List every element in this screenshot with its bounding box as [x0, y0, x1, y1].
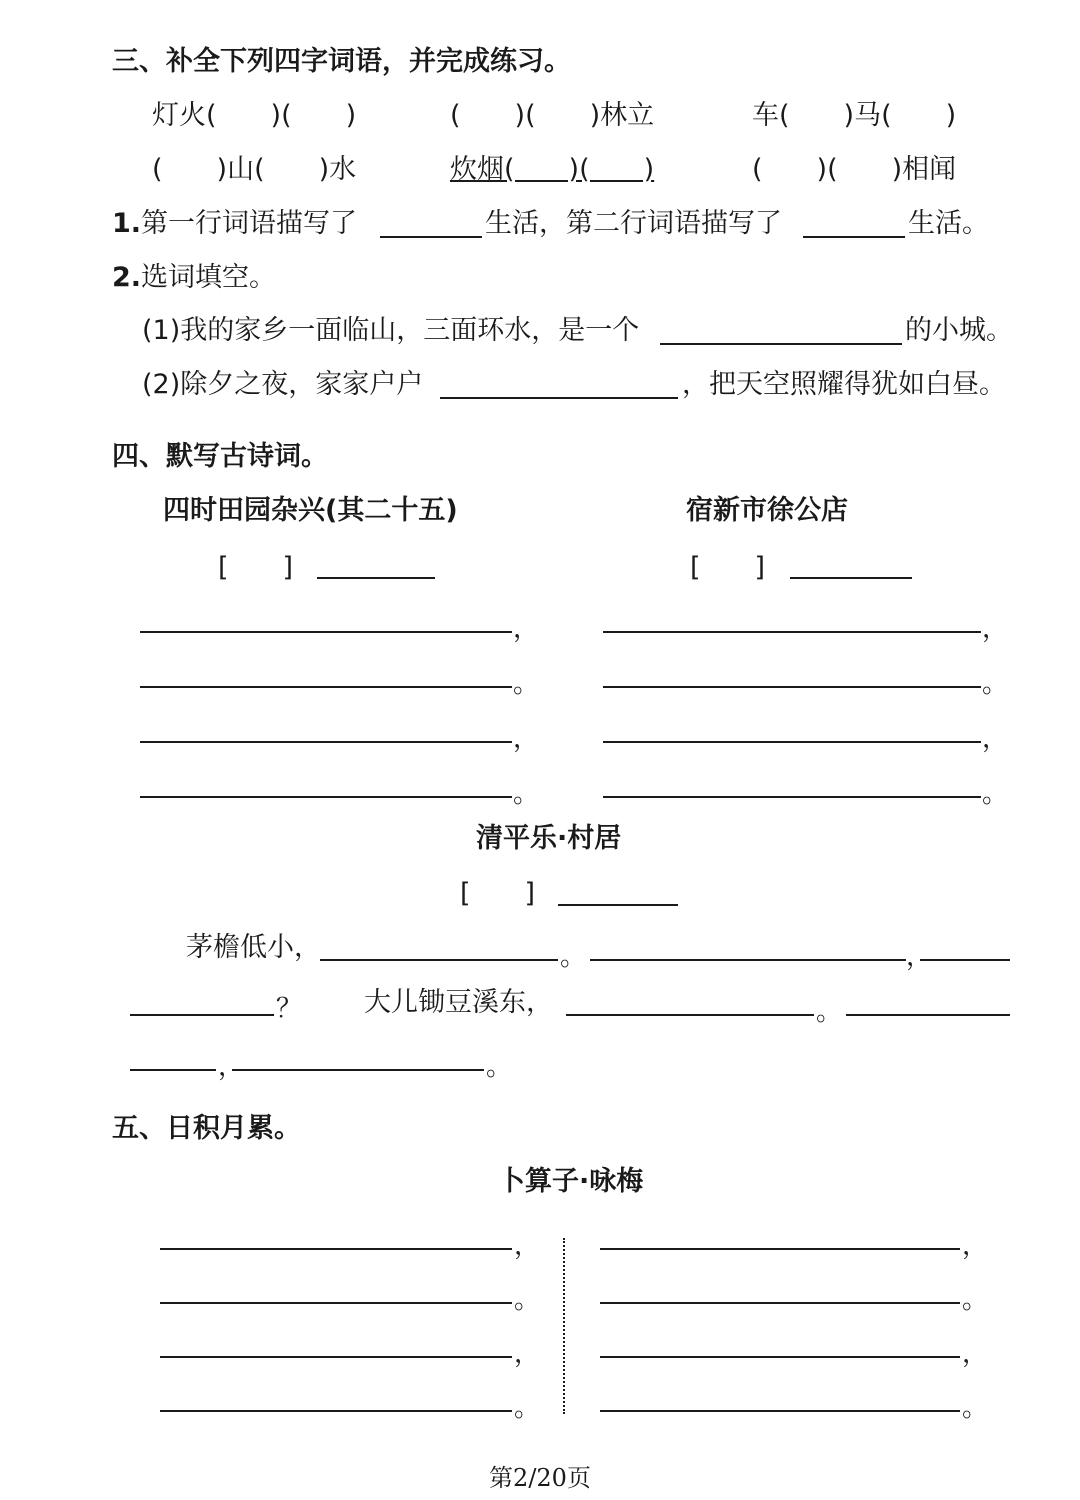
poem-3-comma-1: ， — [906, 942, 933, 972]
idiom-6: ( )( )相闻 — [752, 154, 957, 185]
poem-1-period-1: 。 — [513, 669, 540, 699]
poem-4-left-period-1: 。 — [514, 1285, 541, 1315]
section-5-heading: 五、日积月累。 — [112, 1113, 301, 1144]
poem-4-right-line-4[interactable] — [600, 1410, 960, 1412]
idiom-5: 炊烟( )( ) — [450, 154, 655, 185]
poem-1-period-2: 。 — [513, 779, 540, 809]
poem-3-title: 清平乐·村居 — [476, 823, 622, 854]
question-2-number: 2. — [112, 262, 142, 293]
poem-1-author-line[interactable] — [317, 577, 435, 579]
poem-4-left-line-1[interactable] — [160, 1248, 512, 1250]
poem-1-dynasty-bracket: [ ] — [218, 552, 294, 583]
poem-4-right-line-1[interactable] — [600, 1248, 960, 1250]
question-1-text-c: 生活。 — [908, 208, 989, 239]
poem-2-period-1: 。 — [982, 669, 1009, 699]
poem-2-title: 宿新市徐公店 — [686, 495, 848, 526]
page-number: 第2/20页 — [489, 1464, 591, 1492]
idiom-1: 灯火( )( ) — [152, 100, 357, 131]
poem-4-left-period-2: 。 — [514, 1393, 541, 1423]
poem-3-blank-4[interactable] — [130, 1014, 274, 1016]
poem-2-line-1[interactable] — [603, 631, 981, 633]
poem-4-right-period-2: 。 — [962, 1393, 989, 1423]
poem-3-blank-3[interactable] — [920, 959, 1010, 961]
poem-3-line-1-start: 茅檐低小， — [186, 932, 321, 963]
idiom-3: 车( )马( ) — [752, 100, 957, 131]
answer-line-q1-a[interactable] — [380, 236, 482, 238]
answer-line-q2b[interactable] — [440, 397, 678, 399]
poem-4-left-line-3[interactable] — [160, 1356, 512, 1358]
poem-4-right-comma-2: ， — [962, 1339, 989, 1369]
poem-2-comma-1: ， — [982, 614, 1009, 644]
poem-3-line-2-mid: 大儿锄豆溪东， — [364, 987, 553, 1018]
poem-1-line-4[interactable] — [140, 796, 512, 798]
poem-3-blank-8[interactable] — [232, 1069, 484, 1071]
poem-3-blank-7[interactable] — [130, 1069, 216, 1071]
poem-3-blank-1[interactable] — [320, 959, 558, 961]
poem-3-author-line[interactable] — [558, 904, 678, 906]
poem-3-blank-6[interactable] — [846, 1014, 1010, 1016]
poem-3-blank-2[interactable] — [590, 959, 906, 961]
question-1-number: 1. — [112, 208, 142, 239]
poem-1-comma-1: ， — [513, 614, 540, 644]
question-1-text-b: 生活，第二行词语描写了 — [485, 208, 782, 239]
poem-2-author-line[interactable] — [790, 577, 912, 579]
poem-2-period-2: 。 — [982, 779, 1009, 809]
poem-2-dynasty-bracket: [ ] — [690, 552, 766, 583]
poem-4-left-comma-1: ， — [514, 1231, 541, 1261]
answer-line-q2a[interactable] — [660, 343, 902, 345]
poem-1-line-1[interactable] — [140, 631, 512, 633]
question-2a-text: (1)我的家乡一面临山，三面环水，是一个 — [142, 315, 640, 346]
poem-3-dynasty-bracket: [ ] — [460, 878, 536, 909]
answer-line-q1-b[interactable] — [803, 236, 905, 238]
poem-3-comma-2: ， — [218, 1052, 245, 1082]
poem-4-left-line-4[interactable] — [160, 1410, 512, 1412]
question-2b-tail: ，把天空照耀得犹如白昼。 — [682, 369, 1006, 400]
column-divider — [563, 1238, 565, 1414]
section-3-heading: 三、补全下列四字词语，并完成练习。 — [112, 46, 571, 77]
idiom-4: ( )山( )水 — [152, 154, 357, 185]
question-1 — [112, 204, 357, 244]
poem-1-line-3[interactable] — [140, 741, 512, 743]
poem-4-title: 卜算子·咏梅 — [498, 1166, 644, 1197]
question-1-text-a: 第一行词语描写了 — [141, 208, 358, 239]
poem-4-left-comma-2: ， — [514, 1339, 541, 1369]
idiom-2: ( )( )林立 — [450, 100, 655, 131]
question-2 — [112, 258, 276, 298]
question-2b-text: (2)除夕之夜，家家户户 — [142, 369, 424, 400]
poem-3-question: ？ — [276, 994, 303, 1024]
poem-4-right-line-3[interactable] — [600, 1356, 960, 1358]
section-4-heading: 四、默写古诗词。 — [112, 441, 328, 472]
question-2-title: 选词填空。 — [141, 262, 277, 293]
poem-3-period-2: 。 — [816, 997, 843, 1027]
poem-2-line-4[interactable] — [603, 796, 981, 798]
poem-1-title: 四时田园杂兴(其二十五) — [163, 495, 458, 526]
poem-1-comma-2: ， — [513, 724, 540, 754]
poem-4-right-comma-1: ， — [962, 1231, 989, 1261]
poem-1-line-2[interactable] — [140, 686, 512, 688]
poem-3-period-1: 。 — [560, 942, 587, 972]
poem-4-right-line-2[interactable] — [600, 1302, 960, 1304]
poem-4-right-period-1: 。 — [962, 1285, 989, 1315]
poem-2-comma-2: ， — [982, 724, 1009, 754]
question-2a-tail: 的小城。 — [905, 315, 1013, 346]
poem-3-period-3: 。 — [486, 1052, 513, 1082]
poem-2-line-2[interactable] — [603, 686, 981, 688]
poem-2-line-3[interactable] — [603, 741, 981, 743]
poem-3-blank-5[interactable] — [566, 1014, 814, 1016]
poem-4-left-line-2[interactable] — [160, 1302, 512, 1304]
